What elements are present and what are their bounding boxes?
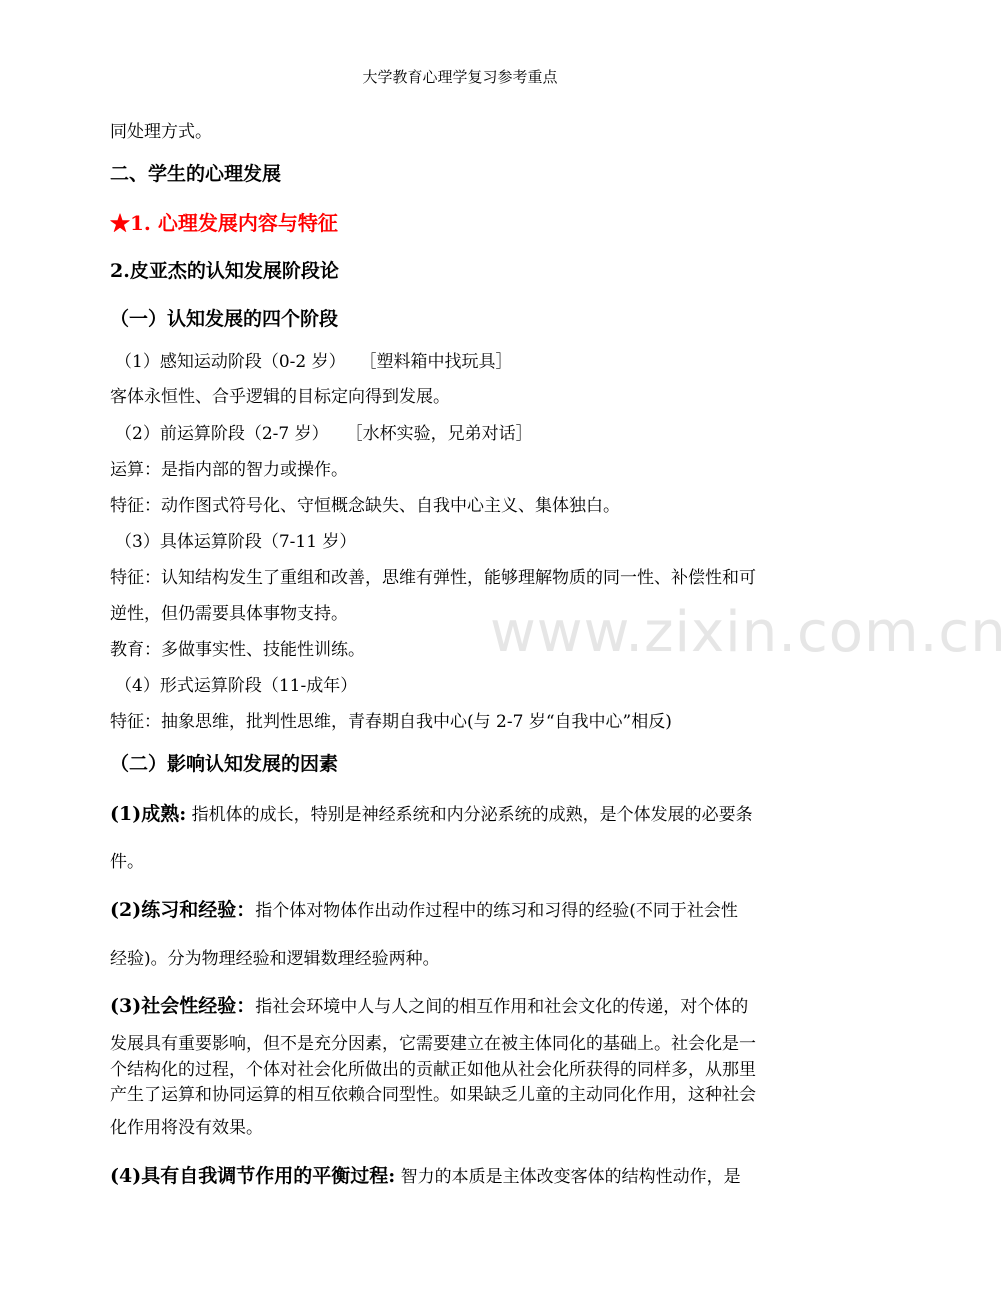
factor-text: 指个体对物体作出动作过程中的练习和习得的经验(不同于社会性 [255,901,738,921]
paragraph-line: 经验)。分为物理经验和逻辑数理经验两种。 [110,949,440,969]
paragraph-line: 化作用将没有效果。 [110,1118,263,1138]
factor-line [110,1161,741,1188]
paragraph-line: 件。 [110,852,144,872]
paragraph-line: 发展具有重要影响，但不是充分因素，它需要建立在被主体同化的基础上。社会化是一 [110,1034,756,1054]
paragraph-line: 特征：抽象思维，批判性思维，青春期自我中心(与 2-7 岁“自我中心”相反) [110,712,672,732]
paragraph-line: 特征：认知结构发生了重组和改善，思维有弹性，能够理解物质的同一性、补偿性和可 [110,568,756,588]
subsection-heading: 2.皮亚杰的认知发展阶段论 [110,260,339,282]
factor-line [110,895,738,922]
factor-text: 指社会环境中人与人之间的相互作用和社会文化的传递，对个体的 [255,997,749,1017]
watermark: www.zixin.com.cn [490,600,1007,665]
paragraph-line: 产生了运算和协同运算的相互依赖合同型性。如果缺乏儿童的主动同化作用，这种社会 [110,1085,756,1105]
starred-heading: ★1. 心理发展内容与特征 [110,211,338,235]
factor-title: (3)社会性经验： [110,995,256,1017]
stage-line: （1）感知运动阶段（0-2 岁） ［塑料箱中找玩具］ [115,352,513,372]
factor-text: 智力的本质是主体改变客体的结构性动作，是 [395,1167,741,1187]
paragraph-line: 同处理方式。 [110,122,212,142]
stage-line: （3）具体运算阶段（7-11 岁） [115,532,357,552]
paragraph-line: 运算：是指内部的智力或操作。 [110,460,348,480]
paragraph-line: 客体永恒性、合乎逻辑的目标定向得到发展。 [110,387,450,407]
stage-line: （2）前运算阶段（2-7 岁） ［水杯实验，兄弟对话］ [115,424,533,444]
subsection-heading: （二）影响认知发展的因素 [110,753,339,775]
factor-line [110,991,748,1018]
factor-line [110,799,753,826]
factor-text: 指机体的成长，特别是神经系统和内分泌系统的成熟，是个体发展的必要条 [186,805,753,825]
factor-title: (2)练习和经验： [110,899,256,921]
factor-title: (4)具有自我调节作用的平衡过程: [110,1165,396,1187]
paragraph-line: 个结构化的过程，个体对社会化所做出的贡献正如他从社会化所获得的同样多，从那里 [110,1060,756,1080]
page-header: 大学教育心理学复习参考重点 [362,68,558,86]
paragraph-line: 逆性，但仍需要具体事物支持。 [110,604,348,624]
section-heading: 二、学生的心理发展 [110,163,282,185]
subsection-heading: （一）认知发展的四个阶段 [110,308,339,330]
paragraph-line: 教育：多做事实性、技能性训练。 [110,640,365,660]
stage-line: （4）形式运算阶段（11-成年） [115,676,358,696]
factor-title: (1)成熟: [110,803,187,825]
paragraph-line: 特征：动作图式符号化、守恒概念缺失、自我中心主义、集体独白。 [110,496,620,516]
